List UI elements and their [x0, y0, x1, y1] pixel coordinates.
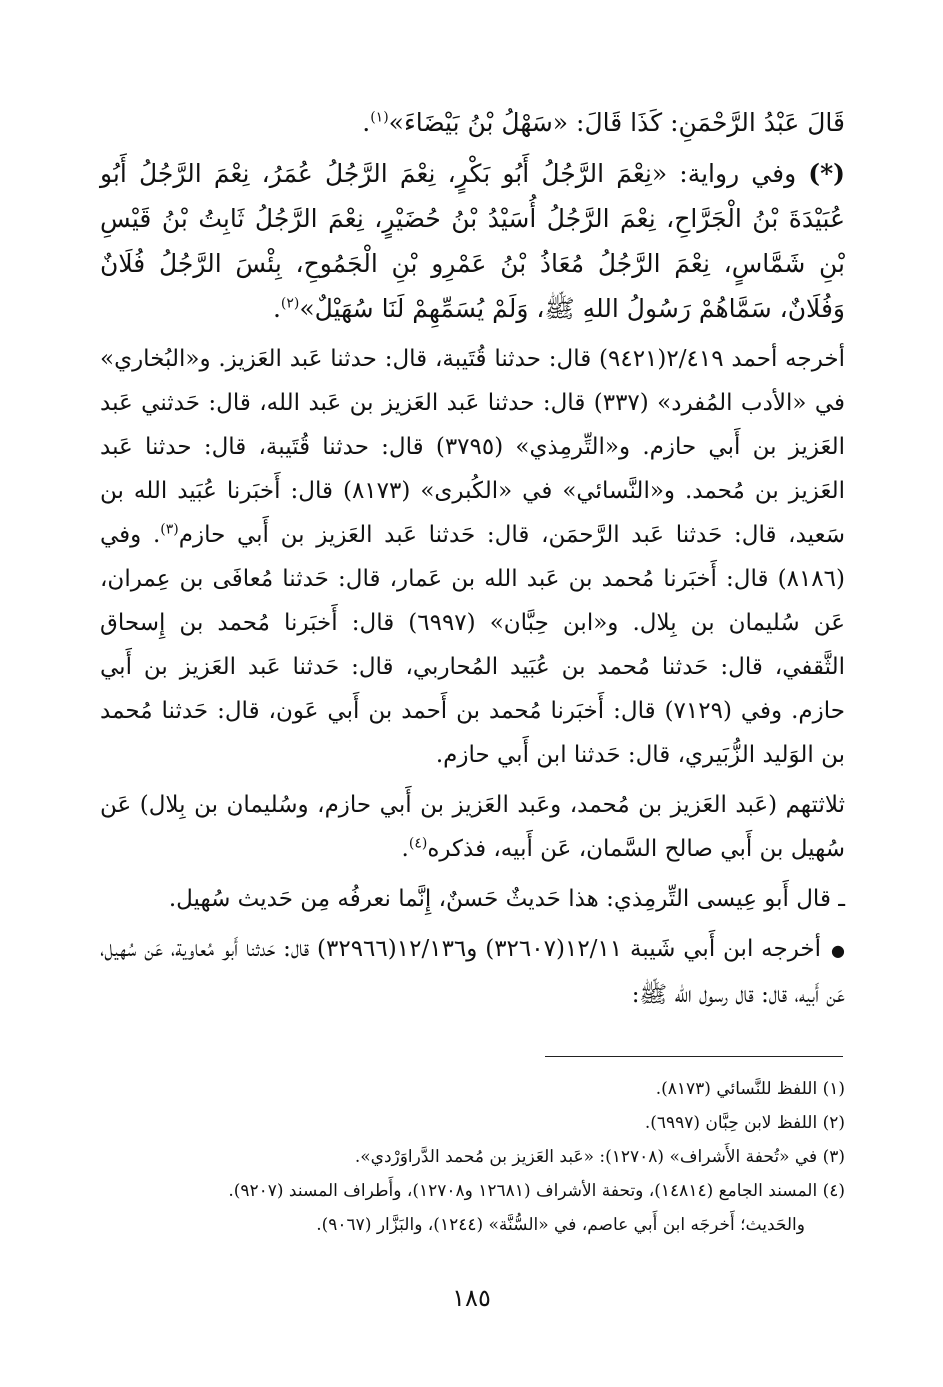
footnote-1: (١) اللفظ للنَّسائي (٨١٧٣).	[655, 1079, 845, 1099]
hadith-paragraph-1	[100, 100, 845, 145]
asterisk-marker: (*)	[808, 159, 845, 188]
footnote-2: (٢) اللفظ لابن حِبَّان (٦٩٩٧).	[644, 1113, 845, 1133]
hadith-text-2: وفي رواية: «نِعْمَ الرَّجُلُ أَبُو بَكْرٍ، نِعْمَ الرَّجُلُ عُمَرُ، نِعْمَ الرَّجُلُ أَبُو عُبَيْدَةَ بْنُ الْجَرَّاحِ، نِعْمَ الرَّجُلُ أُسَيْدُ بْنُ حُضَيْرٍ، نِعْمَ الرَّجُلُ ثَابِتُ بْنُ قَيْسِ بْنِ شَمَّاسٍ، نِعْمَ الرَّجُلُ مُعَاذُ بْنُ عَمْرِو بْنِ الْجَمُوحِ، بِئْسَ الرَّجُلُ فُلَانٌ وَفُلَانٌ، سَمَّاهُمْ رَسُولُ اللهِ ﷺ، وَلَمْ يُسَمِّهِمْ لَنَا سُهَيْلٌ»	[100, 159, 845, 323]
footnote-ref-2: (٢)	[280, 295, 300, 312]
hadith-tail-2: .	[272, 294, 281, 323]
ibn-abi-shayba-text: أخرجه ابن أَبي شَيبة ١٢/١١(٣٢٦٠٧) و١٢/١٣٦(٣٢٩٦٦) قال: حَدثنا أَبو مُعاوية، عَن سُهيل، عَن أَبيه، قال: قال رسول الله ﷺ:	[100, 936, 845, 1008]
footnote-3: (٣) في «تُحفة الأَشراف» (١٢٧٠٨): «عَبد العَزيز بن مُحمد الدَّراوَرْدي».	[354, 1147, 845, 1167]
footnote-4-continuation: والحَديث؛ أَخرجَه ابن أَبي عاصم، في «السُّنَّة» (١٢٤٤)، والبَزَّار (٩٠٦٧).	[316, 1215, 805, 1235]
hadith-tail-1: .	[362, 108, 371, 137]
takhrij-main-tail: . وفي (٨١٨٦) قال: أَخبَرنا مُحمد بن عَبد الله بن عَمار، قال: حَدثنا مُعافَى بن عِمران، عَن سُليمان بن بِلال. و«ابن حِبَّان» (٦٩٩٧) قال: أَخبَرنا مُحمد بن إِسحاق الثَّقفي، قال: حَدثنا مُحمد بن عُبَيد المُحاربي، قال: حَدثنا عَبد العَزيز بن أَبي حازم. وفي (٧١٢٩) قال: أَخبَرنا مُحمد بن أَحمد بن أَبي عَون، قال: حَدثنا مُحمد بن الوَليد الزُّبَيري، قال: حَدثنا ابن أَبي حازم.	[100, 522, 845, 768]
tirmidhi-remark: ـ قال أَبو عِيسى التِّرمِذي: هذا حَديثٌ حَسنٌ، إِنَّما نعرفُه مِن حَديث سُهيل.	[168, 886, 845, 912]
footnote-ref-4: (٤)	[408, 835, 428, 852]
page-number: ١٨٥	[452, 1284, 491, 1312]
footnote-ref-3: (٣)	[160, 521, 179, 538]
three-narrators-tail: .	[401, 836, 409, 862]
bullet-icon: ●	[831, 941, 845, 960]
takhrij-main: أخرجه أحمد ٢/٤١٩(٩٤٢١) قال: حدثنا قُتَيبة، قال: حدثنا عَبد العَزيز. و«البُخاري» في «الأدب المُفرد» (٣٣٧) قال: حدثنا عَبد العَزيز بن عَبد الله، قال: حَدثني عَبد العَزيز بن أَبي حازم. و«التِّرمِذي» (٣٧٩٥) قال: حدثنا قُتَيبة، قال: حدثنا عَبد العَزيز بن مُحمد. و«النَّسائي» في «الكُبرى» (٨١٧٣) قال: أَخبَرنا عُبَيد الله بن سَعيد، قال: حَدثنا عَبد الرَّحمَن، قال: حَدثنا عَبد العَزيز بن أَبي حازم	[100, 346, 846, 548]
hadith-paragraph-2	[100, 151, 845, 331]
footnote-4: (٤) المسند الجامع (١٤٨١٤)، وتحفة الأشراف (١٢٦٨١ و١٢٧٠٨)، وأَطراف المسند (٩٢٠٧).	[228, 1181, 845, 1201]
footnote-divider	[545, 1056, 843, 1057]
hadith-text-1: قَالَ عَبْدُ الرَّحْمَنِ: كَذَا قَالَ: «سَهْلُ بْنُ بَيْضَاءَ»	[388, 108, 845, 137]
three-narrators-paragraph	[100, 783, 845, 871]
ibn-abi-shayba-paragraph	[100, 927, 845, 1017]
footnotes	[100, 1072, 845, 1242]
three-narrators-text: ثلاثتهم (عَبد العَزيز بن مُحمد، وعَبد العَزيز بن أَبي حازم، وسُليمان بن بِلال) عَن سُهيل بن أَبي صالح السَّمان، عَن أَبيه، فذكره	[100, 792, 845, 862]
footnote-ref-1: (١)	[370, 109, 389, 126]
takhrij-paragraph	[100, 337, 845, 777]
page-body	[100, 100, 845, 1023]
